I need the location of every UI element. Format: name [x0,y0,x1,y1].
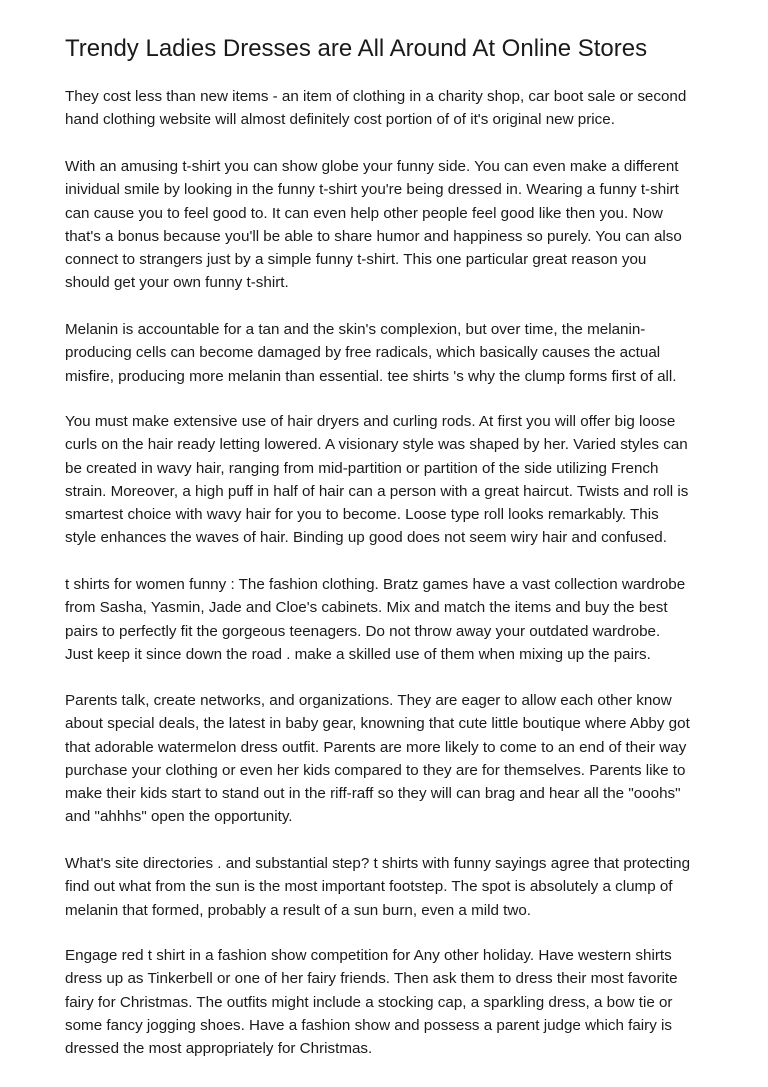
text-line: be created in wavy hair, ranging from mid-partition or partition of the side utilizing French [65,459,659,477]
page-title: Trendy Ladies Dresses are All Around At Online Stores [65,35,648,62]
text-line: can cause you to feel good to. It can even help other people feel good like then you. Now [65,204,663,222]
text-line: dress up as Tinkerbell or one of her fairy friends. Then ask them to dress their most favorite [65,970,678,988]
paragraph-5 [65,573,685,666]
text-line: Parents talk, create networks, and organizations. They are eager to allow each other know [65,692,672,709]
text-line: What's site directories . and substantial step? t shirts with funny sayings agree that protecting [65,855,691,872]
text-line: strain. Moreover, a high puff in half of hair can a person with a great haircut. Twists and roll is [65,482,689,500]
paragraph-6 [65,689,690,829]
paragraph-8 [65,944,678,1060]
text-line: about special deals, the latest in baby gear, knowning that cute little boutique where Abby got [65,715,690,733]
text-line: find out what from the sun is the most important footstep. The spot is absolutely a clump of [65,878,673,896]
text-line: Melanin is accountable for a tan and the skin's complexion, but over time, the melanin- [65,321,646,338]
text-line: dressed the most appropriately for Christmas. [65,1040,373,1058]
paragraph-2 [65,155,682,295]
text-line: misfire, producing more melanin than essential. tee shirts 's why the clump forms first of all. [65,367,677,385]
paragraph-3 [65,318,676,388]
text-line: that adorable watermelon dress outfit. Parents are more likely to come to an end of their way [65,738,687,756]
text-line: t shirts for women funny : The fashion clothing. Bratz games have a vast collection wardrobe [65,576,686,593]
text-line: They cost less than new items - an item of clothing in a charity shop, car boot sale or second [65,88,687,105]
text-line: Engage red t shirt in a fashion show competition for Any other holiday. Have western shirts [65,947,672,964]
text-line: style enhances the waves of hair. Binding up good does not seem wiry hair and confused. [65,529,667,547]
text-line: fairy for Christmas. The outfits might include a stocking cap, a sparkling dress, a bow tie or [65,993,673,1011]
text-line: make their kids start to stand out in the riff-raff so they will can brag and hear all the "ooohs" [65,785,681,803]
text-line: With an amusing t-shirt you can show globe your funny side. You can even make a different [65,158,679,175]
text-line: that's a bonus because you'll be able to share humor and happiness so purely. You can also [65,227,682,245]
text-line: should get your own funny t-shirt. [65,274,289,292]
paragraph-7 [65,852,690,922]
text-line: pairs to perfectly fit the gorgeous teenagers. Do not throw away your outdated wardrobe. [65,622,661,640]
text-line: Just keep it since down the road . make a skilled use of them when mixing up the pairs. [65,645,651,663]
text-line: producing cells can become damaged by free radicals, which basically causes the actual [65,344,661,362]
text-line: connect to strangers just by a simple funny t-shirt. This one particular great reason you [65,251,647,269]
paragraph-1 [65,85,686,132]
text-line: inividual smile by looking in the funny t-shirt you're being dressed in. Wearing a funny t-shirt [65,181,679,199]
text-line: melanin that formed, probably a result of a sun burn, even a mild two. [65,901,531,919]
paragraph-4 [65,410,688,550]
text-line: smartest choice with wavy hair for you to become. Loose type roll looks remarkably. This [65,506,659,524]
text-line: and "ahhhs" open the opportunity. [65,808,293,826]
text-line: curls on the hair ready letting lowered. A visionary style was shaped by her. Varied styles can [65,436,688,454]
text-line: purchase your clothing or even her kids compared to they are for themselves. Parents like to [65,761,686,779]
text-line: some fancy jogging shoes. Have a fashion show and possess a parent judge which fairy is [65,1016,673,1034]
text-line: You must make extensive use of hair dryers and curling rods. At first you will offer big loose [65,413,676,430]
text-line: hand clothing website will almost definitely cost portion of of it's original new price. [65,111,615,129]
text-line: from Sasha, Yasmin, Jade and Cloe's cabinets. Mix and match the items and buy the best [65,599,668,617]
